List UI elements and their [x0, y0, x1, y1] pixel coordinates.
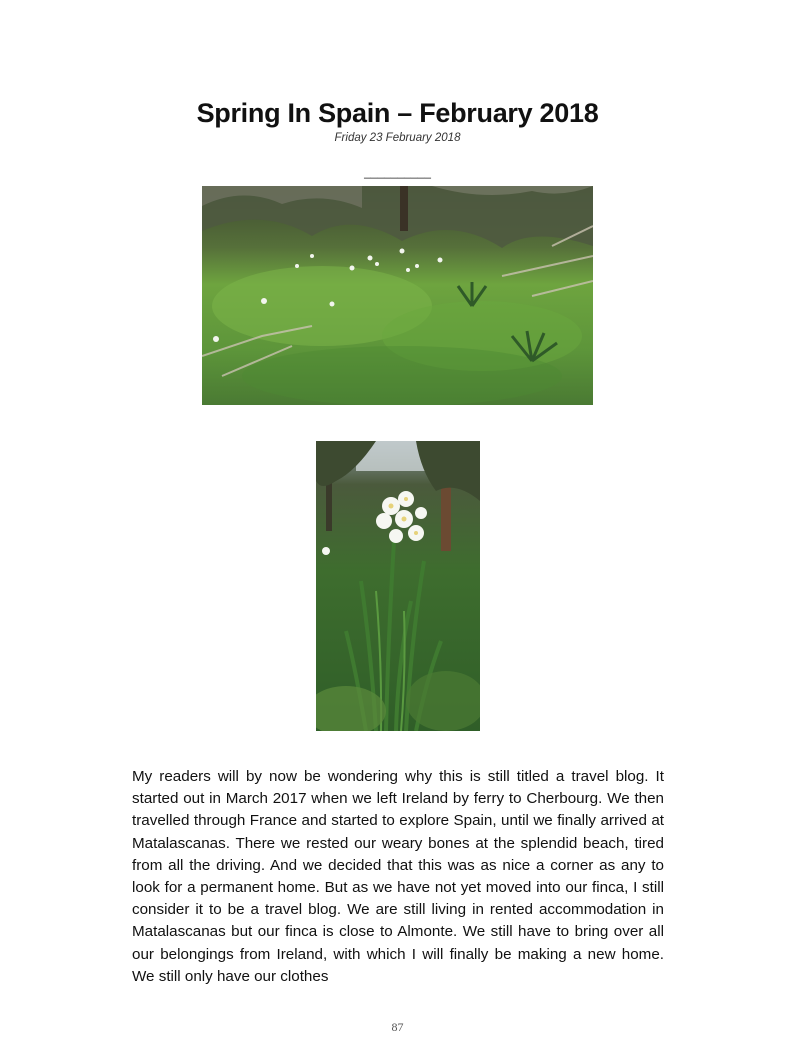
daffodil-photo	[316, 441, 480, 731]
post-date: Friday 23 February 2018	[334, 132, 461, 144]
page-number: 87	[391, 1020, 404, 1034]
meadow-image	[202, 186, 593, 405]
daffodil-image	[316, 441, 480, 731]
separator-line: __________	[364, 165, 431, 179]
post-title: Spring In Spain – February 2018	[196, 98, 599, 128]
meadow-photo	[202, 186, 593, 405]
post-body: My readers will by now be wondering why this is still titled a travel blog. It started out in March 2017 when we left Ireland by ferry to Cherbourg. We then travelled through France and started to explore Spain, until we finally arrived at Matalascanas. There we rested our weary bones at the splendid beach, tired from all the driving. And we decided that this was as nice a corner as any to look for a permanent home. But as we have not yet moved into our finca, I still consider it to be a travel blog. We are still living in rented accommodation in Matalascanas but our finca is close to Almonte. We still have to bring over all our belongings from Ireland, with which I will finally be making a new home. We still only have our clothes	[132, 768, 664, 985]
